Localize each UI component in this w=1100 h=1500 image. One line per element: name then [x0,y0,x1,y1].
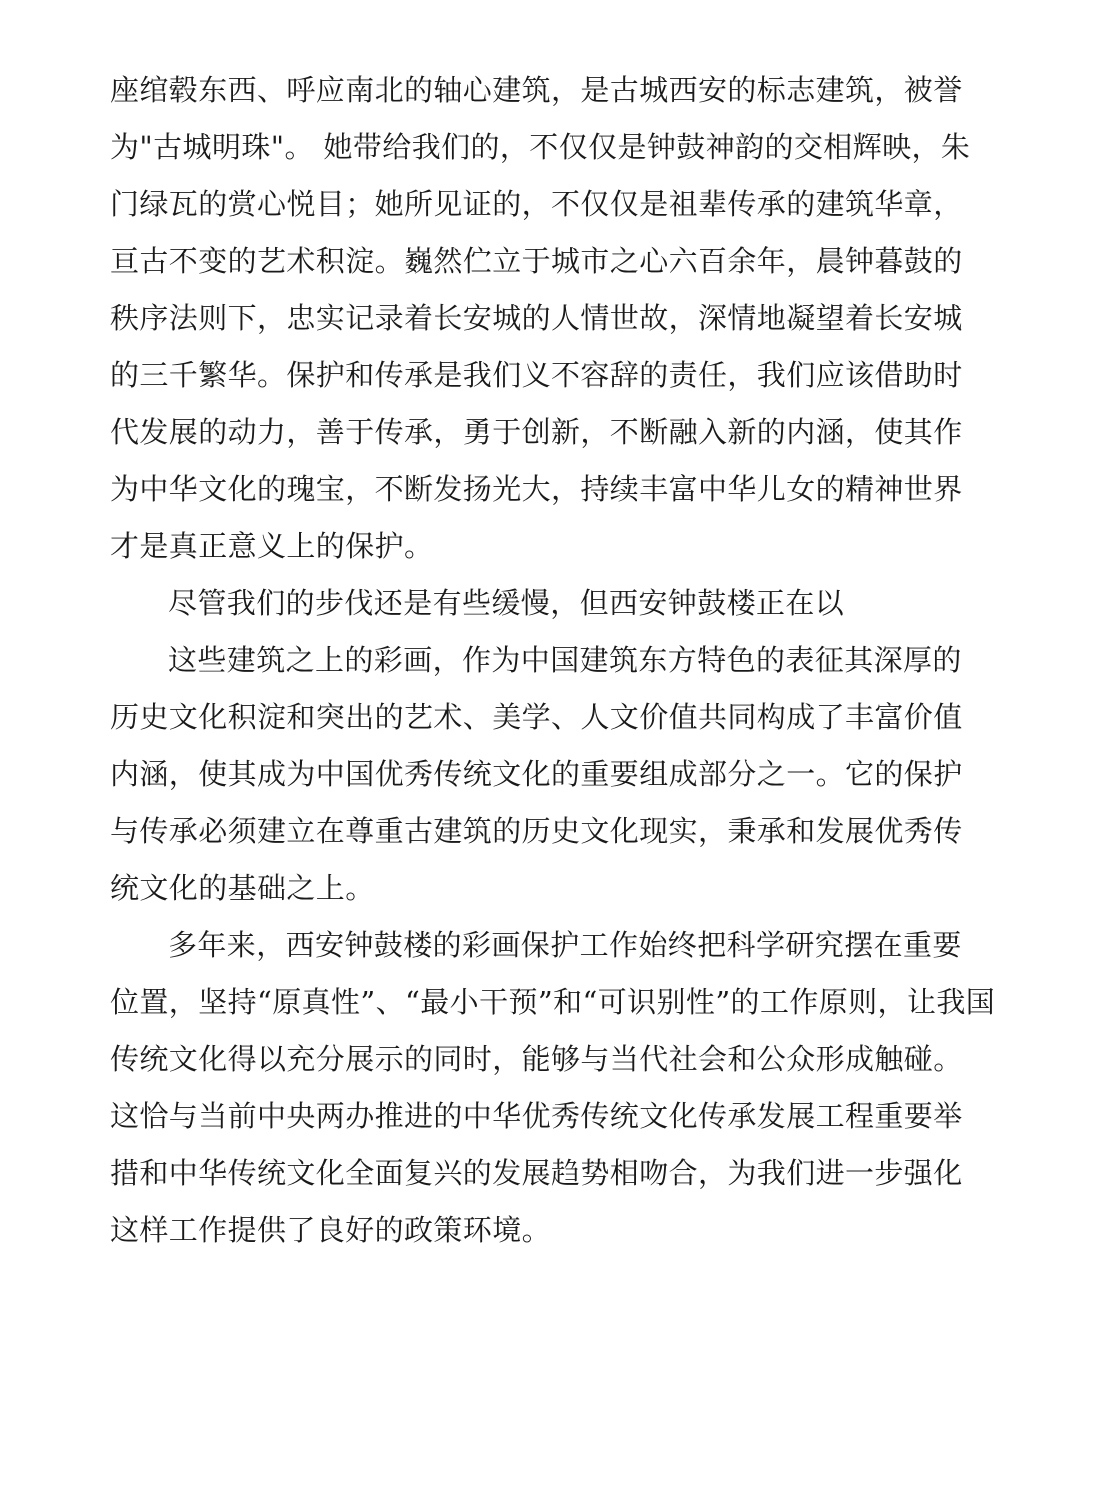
text-line: 措和中华传统文化全面复兴的发展趋势相吻合，为我们进一步强化 [110,1156,963,1190]
paragraph-3 [110,632,1010,917]
text-line: 与传承必须建立在尊重古建筑的历史文化现实，秉承和发展优秀传 [110,814,963,848]
text-line: 代发展的动力，善于传承，勇于创新，不断融入新的内涵，使其作 [110,415,963,449]
paragraph-1 [110,62,1010,575]
text-line: 为"古城明珠"。 她带给我们的，不仅仅是钟鼓神韵的交相辉映，朱 [110,130,971,164]
text-line: 秩序法则下，忠实记录着长安城的人情世故，深情地凝望着长安城 [110,301,963,335]
text-line: 历史文化积淀和突出的艺术、美学、人文价值共同构成了丰富价值 [110,700,963,734]
text-line: 亘古不变的艺术积淀。巍然伫立于城市之心六百余年，晨钟暮鼓的 [110,244,963,278]
text-line: 多年来，西安钟鼓楼的彩画保护工作始终把科学研究摆在重要 [168,928,962,962]
text-line: 座绾毂东西、呼应南北的轴心建筑，是古城西安的标志建筑，被誉 [110,73,963,107]
text-line: 为中华文化的瑰宝，不断发扬光大，持续丰富中华儿女的精神世界 [110,472,963,506]
text-line: 门绿瓦的赏心悦目；她所见证的，不仅仅是祖辈传承的建筑华章， [110,187,963,221]
paragraph-4 [110,917,1010,1259]
text-line: 传统文化得以充分展示的同时，能够与当代社会和公众形成触碰。 [110,1042,963,1076]
text-line: 统文化的基础之上。 [110,871,375,905]
text-line: 这恰与当前中央两办推进的中华优秀传统文化传承发展工程重要举 [110,1099,963,1133]
text-line: 尽管我们的步伐还是有些缓慢，但西安钟鼓楼正在以 [168,586,845,620]
paragraph-2 [110,575,1010,632]
text-line: 这样工作提供了良好的政策环境。 [110,1213,552,1247]
text-line: 才是真正意义上的保护。 [110,529,434,563]
text-line: 内涵，使其成为中国优秀传统文化的重要组成部分之一。它的保护 [110,757,963,791]
text-line: 这些建筑之上的彩画，作为中国建筑东方特色的表征其深厚的 [168,643,962,677]
document-body [110,62,1010,1259]
text-line: 的三千繁华。保护和传承是我们义不容辞的责任，我们应该借助时 [110,358,963,392]
text-line: 位置，坚持“原真性”、“最小干预”和“可识别性”的工作原则，让我国 [110,985,996,1019]
